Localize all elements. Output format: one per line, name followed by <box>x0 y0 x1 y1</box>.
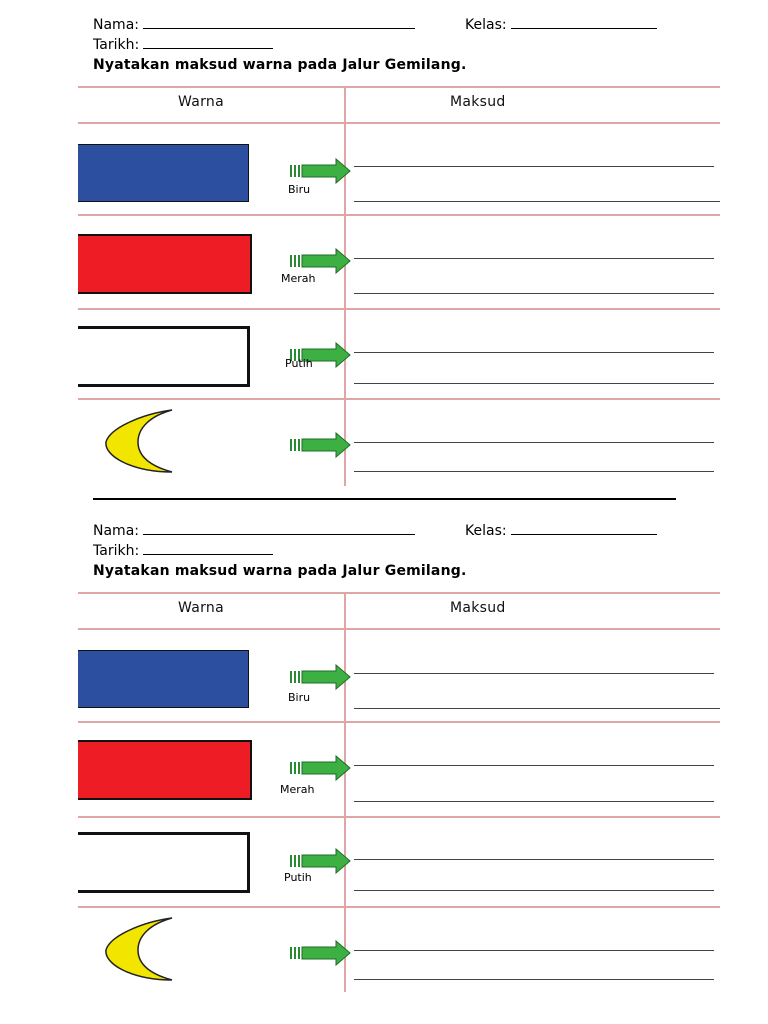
table-row-divider <box>78 721 720 723</box>
answer-line[interactable] <box>354 352 714 353</box>
answer-line[interactable] <box>354 979 714 980</box>
white-stripe <box>78 832 250 893</box>
table-header-divider <box>78 122 720 124</box>
table-border-top <box>78 86 720 88</box>
table-row-divider <box>78 906 720 908</box>
green-arrow-icon <box>288 432 352 458</box>
table-row-divider <box>78 214 720 216</box>
class-field[interactable] <box>465 17 657 34</box>
table-column-divider <box>344 592 346 992</box>
color-label-blue: Biru <box>288 691 311 704</box>
answer-line[interactable] <box>354 442 714 443</box>
table-row-divider <box>78 308 720 310</box>
answer-line[interactable] <box>354 293 714 294</box>
green-arrow-icon <box>288 248 352 274</box>
name-field[interactable] <box>93 17 415 34</box>
date-blank[interactable] <box>143 37 273 49</box>
green-arrow-icon <box>288 158 352 184</box>
date-field[interactable] <box>93 543 273 560</box>
answer-line[interactable] <box>354 708 720 709</box>
answer-line[interactable] <box>354 950 714 951</box>
answer-line[interactable] <box>354 890 714 891</box>
color-meaning-table <box>78 86 720 486</box>
green-arrow-icon <box>288 755 352 781</box>
date-label: Tarikh: <box>93 37 140 53</box>
header-color: Warna <box>178 94 224 110</box>
blue-stripe <box>78 650 249 708</box>
white-stripe <box>78 326 250 387</box>
color-label-red: Merah <box>280 783 315 796</box>
class-label: Kelas: <box>465 17 507 33</box>
class-blank[interactable] <box>511 17 657 29</box>
crescent-moon-icon <box>102 916 182 982</box>
color-label-white: Putih <box>284 871 312 884</box>
green-arrow-icon <box>288 664 352 690</box>
answer-line[interactable] <box>354 471 714 472</box>
name-label: Nama: <box>93 523 139 539</box>
table-border-top <box>78 592 720 594</box>
table-row-divider <box>78 816 720 818</box>
color-label-blue: Biru <box>288 183 311 196</box>
date-label: Tarikh: <box>93 543 140 559</box>
crescent-moon-icon <box>102 408 182 474</box>
name-field[interactable] <box>93 523 415 540</box>
answer-line[interactable] <box>354 801 714 802</box>
color-label-white: Putih <box>285 357 313 370</box>
date-blank[interactable] <box>143 543 273 555</box>
class-field[interactable] <box>465 523 657 540</box>
red-stripe <box>78 740 252 800</box>
answer-line[interactable] <box>354 201 720 202</box>
table-row-divider <box>78 398 720 400</box>
green-arrow-icon <box>288 940 352 966</box>
cut-line <box>93 498 676 500</box>
header-color: Warna <box>178 600 224 616</box>
name-blank[interactable] <box>143 17 415 29</box>
date-field[interactable] <box>93 37 273 54</box>
answer-line[interactable] <box>354 673 714 674</box>
class-blank[interactable] <box>511 523 657 535</box>
header-meaning: Maksud <box>450 600 506 616</box>
header-meaning: Maksud <box>450 94 506 110</box>
color-label-red: Merah <box>281 272 316 285</box>
answer-line[interactable] <box>354 859 714 860</box>
answer-line[interactable] <box>354 765 714 766</box>
table-column-divider <box>344 86 346 486</box>
answer-line[interactable] <box>354 166 714 167</box>
name-label: Nama: <box>93 17 139 33</box>
blue-stripe <box>78 144 249 202</box>
instruction: Nyatakan maksud warna pada Jalur Gemilang. <box>93 57 467 73</box>
worksheet-2 <box>0 506 768 1006</box>
answer-line[interactable] <box>354 383 714 384</box>
answer-line[interactable] <box>354 258 714 259</box>
class-label: Kelas: <box>465 523 507 539</box>
worksheet-1 <box>0 0 768 500</box>
name-blank[interactable] <box>143 523 415 535</box>
instruction: Nyatakan maksud warna pada Jalur Gemilang. <box>93 563 467 579</box>
table-header-divider <box>78 628 720 630</box>
red-stripe <box>78 234 252 294</box>
color-meaning-table <box>78 592 720 992</box>
